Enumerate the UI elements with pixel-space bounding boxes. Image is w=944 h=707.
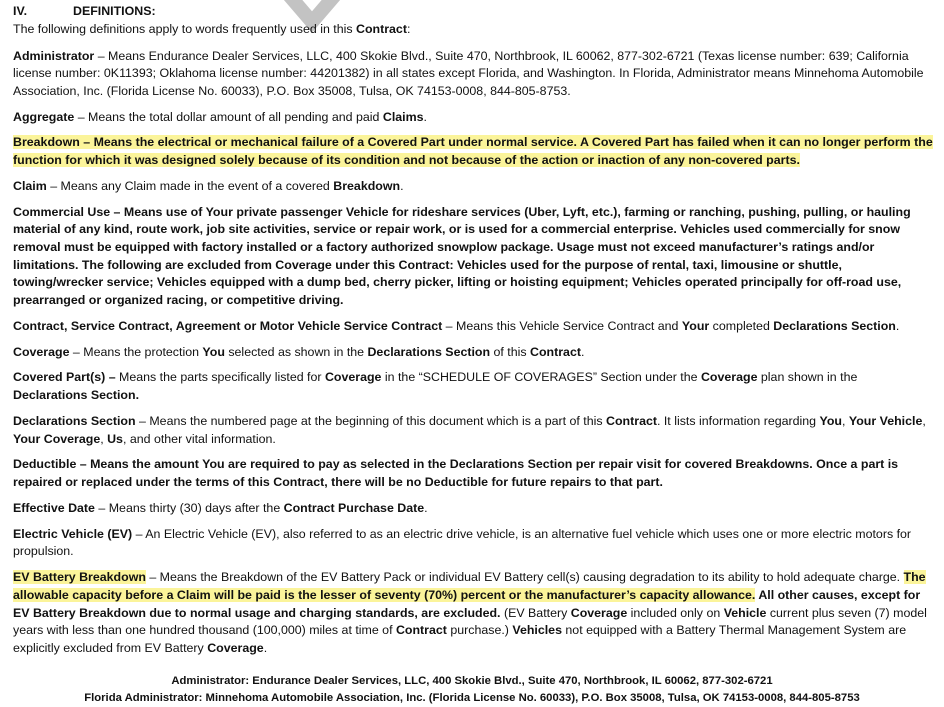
term-commercial-use: Commercial Use – Means use of Your private passenger Vehicle for rideshare services (Uber, Lyft, etc.), farming or ranching, pushing, pulling, or hauling material of any kind, route work, job site activities, service or repair work, or is used for a commercial enterprise. Vehicles used commercially for snow removal must be equipped with factory installed or a factory authorized snowplow package. Usage must not exceed manufacturer’s ratings and/or limitations. The following are excluded from Coverage under this Contract: Vehicles used for the purpose of rental, taxi, limousine or shuttle, towing/wrecker service; Vehicles equipped with a dump bed, cherry picker, lifting or hoisting equipment; Vehicles operated principally for off-road use, prearranged or organized racing, or competitive driving. xyxy=(13,204,911,307)
term-administrator: Administrator xyxy=(13,48,95,63)
intro-paragraph: The following definitions apply to words frequently used in this Contract: xyxy=(13,22,411,36)
definition-covered-parts: Covered Part(s) – Means the parts specifically listed for Coverage in the “SCHEDULE OF COVERAGES” Section under the Coverage plan shown in the Declarations Section. xyxy=(13,370,858,403)
definition-breakdown xyxy=(13,134,935,169)
term-deductible: Deductible – Means the amount You are required to pay as selected in the Declarations Section per repair visit for covered Breakdowns. Once a part is repaired or replaced under the terms of this Contract, there will be no Deductible for future repairs to that part. xyxy=(13,457,899,490)
term-aggregate: Aggregate xyxy=(13,109,75,124)
term-ev-battery-breakdown: EV Battery Breakdown xyxy=(13,570,146,585)
definition-contract: Contract, Service Contract, Agreement or Motor Vehicle Service Contract – Means this Vehicle Service Contract and Your completed Declarations Section. xyxy=(13,318,900,333)
footer-administrator: Administrator: Endurance Dealer Services, LLC, 400 Skokie Blvd., Suite 470, Northbrook, IL 60062, 877-302-6721 xyxy=(171,675,773,687)
ev-battery-capacity-highlight: The allowable capacity before a Claim will be paid is the lesser of seventy (70%) percent or the manufacturer’s capacity allowance. xyxy=(13,570,926,602)
definition-electric-vehicle: Electric Vehicle (EV) – An Electric Vehicle (EV), also referred to as an electric drive vehicle, is an alternative fuel vehicle which uses one or more electric motors for propulsion. xyxy=(13,526,912,559)
definition-ev-battery-breakdown: EV Battery Breakdown – Means the Breakdown of the EV Battery Pack or individual EV Battery cell(s) causing degradation to its ability to hold adequate charge. The allowable capacity before a Claim will be paid is the lesser of seventy (70%) percent or the manufacturer’s capacity allowance. All other causes, except for EV Battery Breakdown due to normal usage and charging standards, are excluded. (EV Battery Coverage included only on Vehicle current plus seven (7) model years with less than one hundred thousand (100,000) miles at time of Contract purchase.) Vehicles not equipped with a Battery Thermal Management System are explicitly excluded from EV Battery Coverage. xyxy=(13,570,927,655)
term-covered-parts: Covered Part(s) – xyxy=(13,370,116,385)
term-contract: Contract, Service Contract, Agreement or Motor Vehicle Service Contract xyxy=(13,318,443,333)
definition-coverage: Coverage – Means the protection You selected as shown in the Declarations Section of this Contract. xyxy=(13,344,585,359)
term-declarations-section: Declarations Section xyxy=(13,413,136,428)
term-breakdown-highlighted: Breakdown – Means the electrical or mechanical failure of a Covered Part under normal service. A Covered Part has failed when it can no longer perform the function for which it was designed solely because of its condition and not because of the action or inaction of any non-covered parts. xyxy=(13,135,933,168)
section-heading xyxy=(13,3,935,21)
definition-administrator: Administrator – Means Endurance Dealer Services, LLC, 400 Skokie Blvd., Suite 470, Northbrook, IL 60062, 877-302-6721 (Texas license number: 639; California license number: 0K11393; Oklahoma license number: 44201382) in all states except Florida, and Washington. In Florida, Administrator means Minnehoma Automobile Association, Inc. (Florida License No. 60033), P.O. Box 35008, Tulsa, OK 74153-0008, 844-805-8753. xyxy=(13,48,924,98)
definition-effective-date: Effective Date – Means thirty (30) days after the Contract Purchase Date. xyxy=(13,500,428,515)
definition-claim: Claim – Means any Claim made in the event of a covered Breakdown. xyxy=(13,178,404,193)
section-title: DEFINITIONS: xyxy=(73,4,156,18)
definitions-page xyxy=(13,0,935,666)
definition-declarations-section: Declarations Section – Means the numbered page at the beginning of this document which is a part of this Contract. It lists information regarding You, Your Vehicle, Your Coverage, Us, and other vital information. xyxy=(13,413,926,446)
page-footer xyxy=(0,673,944,706)
definition-deductible xyxy=(13,456,935,491)
term-electric-vehicle: Electric Vehicle (EV) xyxy=(13,526,133,541)
definition-commercial-use xyxy=(13,204,935,310)
footer-florida-administrator: Florida Administrator: Minnehoma Automobile Association, Inc. (Florida License No. 60033), P.O. Box 35008, Tulsa, OK 74153-0008, 844-805-8753 xyxy=(84,691,860,704)
definition-aggregate: Aggregate – Means the total dollar amount of all pending and paid Claims. xyxy=(13,109,427,124)
term-coverage: Coverage xyxy=(13,344,70,359)
term-claim: Claim xyxy=(13,178,47,193)
term-effective-date: Effective Date xyxy=(13,500,95,515)
section-number: IV. xyxy=(13,4,28,18)
